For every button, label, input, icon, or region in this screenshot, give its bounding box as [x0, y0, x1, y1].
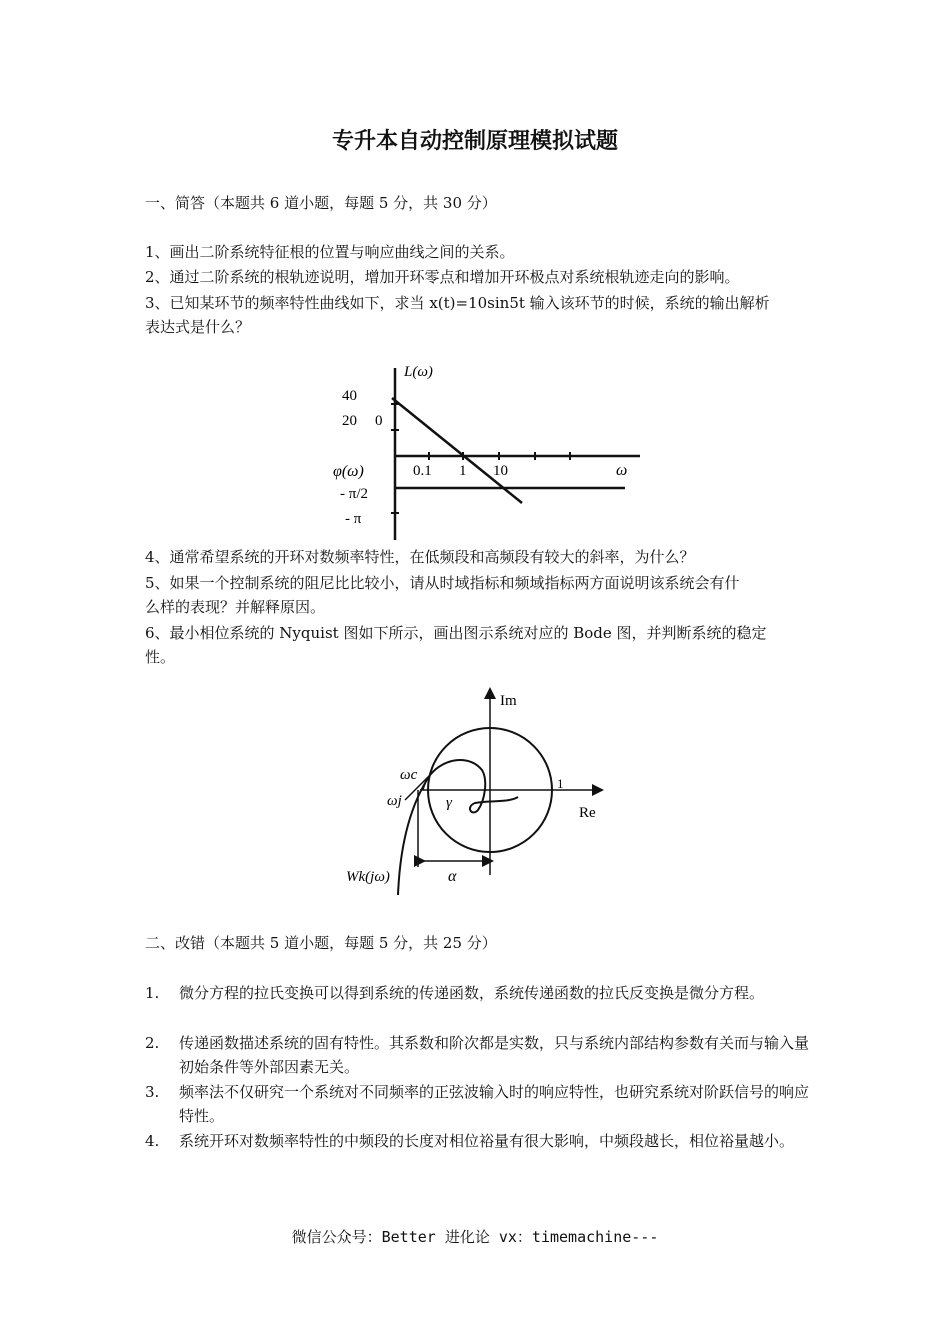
section1-header: 一、简答（本题共 6 道小题，每题 5 分，共 30 分）	[145, 194, 497, 212]
correction-item-3	[145, 1080, 810, 1128]
gamma-label: γ	[446, 795, 452, 811]
im-label: Im	[500, 693, 517, 709]
bode-figure	[330, 358, 650, 548]
item-number: 4.	[145, 1132, 160, 1150]
question-6-line-2: 性。	[145, 648, 176, 666]
question-3-line-2: 表达式是什么？	[145, 318, 251, 336]
bode-y-label: L(ω)	[404, 364, 433, 380]
question-3-line-1: 3、已知某环节的频率特性曲线如下，求当 x(t)=10sin5t 输入该环节的时候，系统的输出解析	[145, 294, 770, 312]
question-5-line-1: 5、如果一个控制系统的阻尼比比较小，请从时域指标和频域指标两方面说明该系统会有什	[145, 574, 740, 592]
alpha-label: α	[448, 868, 457, 885]
wc-label: ωc	[400, 767, 418, 783]
footer-note: 微信公众号：Better 进化论 vx：timemachine---	[291, 1228, 659, 1246]
wk-label: Wk(jω)	[346, 869, 390, 885]
correction-item-4	[145, 1129, 810, 1153]
question-2: 2、通过二阶系统的根轨迹说明，增加开环零点和增加开环极点对系统根轨迹走向的影响。	[145, 268, 740, 286]
wj-label: ωj	[387, 793, 402, 809]
page-title: 专升本自动控制原理模拟试题	[331, 129, 618, 154]
item-number: 1.	[145, 984, 160, 1002]
re-label: Re	[579, 805, 596, 821]
nyquist-figure	[330, 685, 630, 900]
correction-item-2	[145, 1031, 810, 1079]
item-number: 2.	[145, 1034, 160, 1052]
bode-phase-label: φ(ω)	[333, 463, 364, 480]
item-text: 系统开环对数频率特性的中频段的长度对相位裕量有很大影响，中频段越长，相位裕量越小。	[179, 1132, 795, 1150]
section2-header: 二、改错（本题共 5 道小题，每题 5 分，共 25 分）	[145, 934, 497, 952]
bode-phase-tick-half-pi: - π/2	[340, 486, 368, 502]
question-5-line-2: 么样的表现？并解释原因。	[145, 598, 326, 616]
item-text: 微分方程的拉氏变换可以得到系统的传递函数，系统传递函数的拉氏反变换是微分方程。	[179, 984, 765, 1002]
bode-y-tick-20: 20	[342, 413, 357, 429]
correction-item-1	[145, 981, 810, 1005]
question-1: 1、画出二阶系统特征根的位置与响应曲线之间的关系。	[145, 243, 515, 261]
item-text: 传递函数描述系统的固有特性。其系数和阶次都是实数，只与系统内部结构参数有关而与输入量初始条件等外部因素无关。	[179, 1034, 810, 1076]
bode-x-label: ω	[616, 462, 628, 479]
bode-y-tick-0: 0	[375, 413, 383, 429]
bode-x-tick-10: 10	[493, 463, 508, 479]
question-4: 4、通常希望系统的开环对数频率特性，在低频段和高频段有较大的斜率，为什么？	[145, 548, 695, 566]
bode-x-tick-1: 1	[459, 463, 467, 479]
item-number: 3.	[145, 1083, 160, 1101]
bode-y-tick-40: 40	[342, 388, 357, 404]
bode-phase-tick-pi: - π	[345, 511, 362, 527]
bode-x-tick-0.1: 0.1	[413, 463, 432, 479]
item-text: 频率法不仅研究一个系统对不同频率的正弦波输入时的响应特性，也研究系统对阶跃信号的响应特性。	[179, 1083, 810, 1125]
unit-label: 1	[557, 776, 564, 791]
question-6-line-1: 6、最小相位系统的 Nyquist 图如下所示，画出图示系统对应的 Bode 图，并判断系统的稳定	[145, 624, 767, 642]
